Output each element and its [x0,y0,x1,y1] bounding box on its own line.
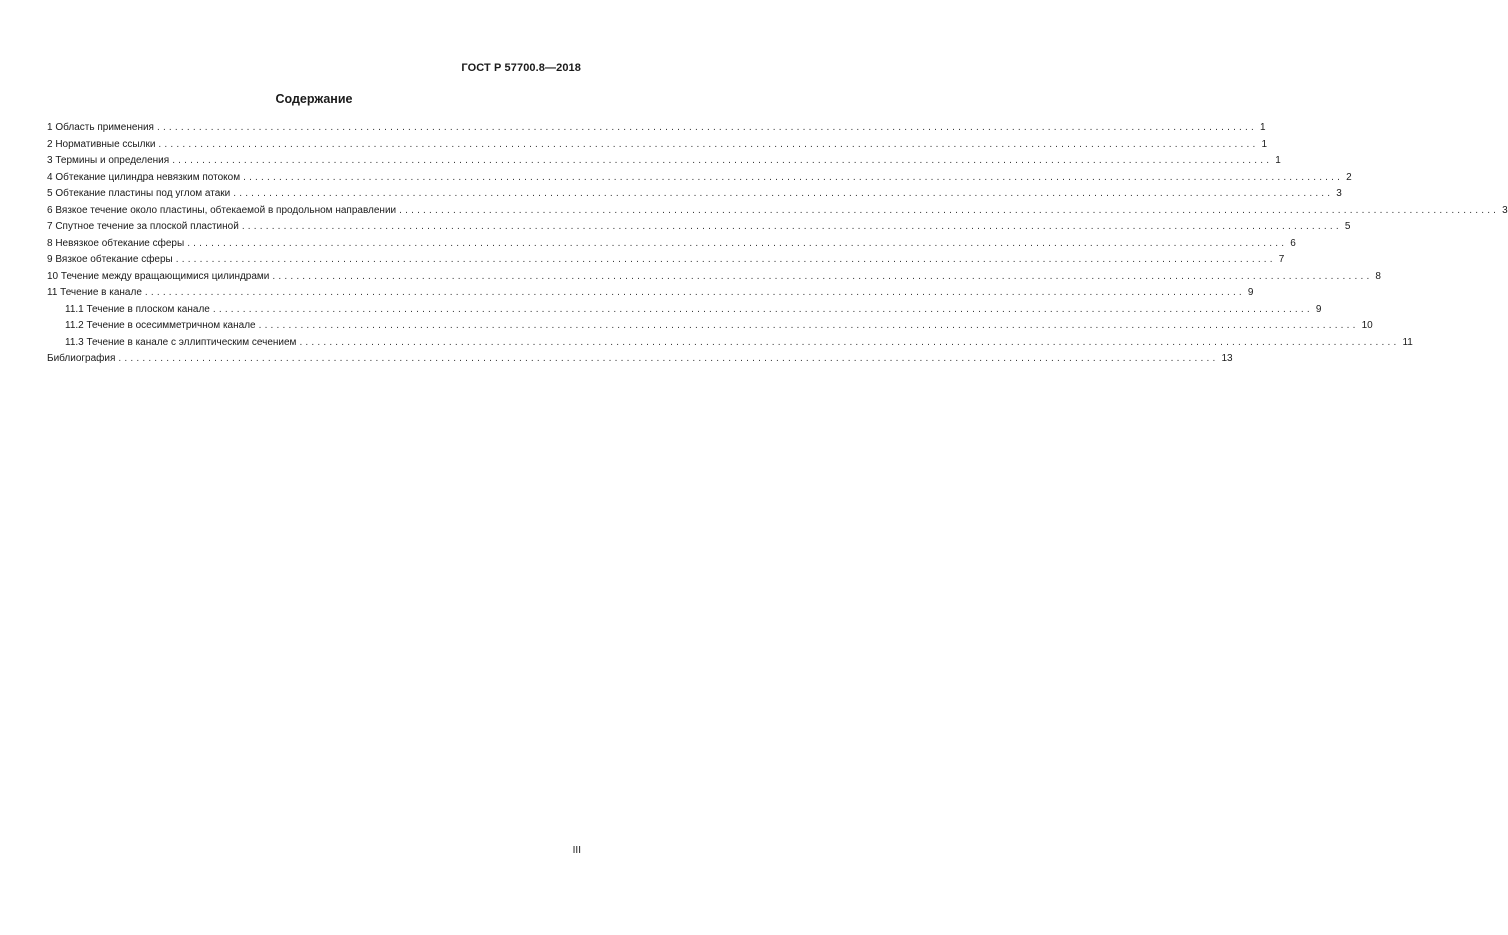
toc-leader-dots: ........................................................................................................................................................................................ [241,221,1342,232]
toc-entry[interactable] [47,219,1351,236]
toc-entry-label: 11.3 Течение в канале с эллиптическим сечением [65,336,297,348]
toc-entry-page: 5 [1344,221,1351,232]
table-of-contents [47,120,1508,368]
toc-leader-dots: ........................................................................................................................................................................................ [187,237,1288,249]
toc-entry-label: 9 Вязкое обтекание сферы [47,254,173,265]
toc-subentry[interactable] [47,318,1373,335]
toc-entry-page: 8 [1375,270,1381,282]
toc-entry-page: 1 [1259,122,1266,133]
toc-entry-page: 6 [1290,237,1296,249]
toc-entry-label: 10 Течение между вращающимися цилиндрами [47,270,270,282]
page-number: III [572,845,581,856]
toc-entry-label: 2 Нормативные ссылки [47,138,156,150]
toc-entry-label: 7 Спутное течение за плоской пластиной [47,221,239,232]
toc-entry-page: 13 [1221,353,1233,364]
toc-leader-dots: ........................................................................................................................................................................................ [399,204,1500,216]
toc-entry-page: 3 [1502,204,1508,216]
toc-entry-page: 9 [1247,287,1254,298]
toc-leader-dots: ........................................................................................................................................................................................ [175,254,1276,265]
toc-leader-dots: ........................................................................................................................................................................................ [243,171,1344,183]
toc-entry[interactable] [47,269,1381,286]
toc-entry[interactable] [47,153,1281,170]
toc-leader-dots: ........................................................................................................................................................................................ [158,138,1259,150]
toc-entry-label: Библиография [47,353,116,364]
toc-entry-page: 11 [1402,336,1413,348]
toc-subentry[interactable] [47,335,1413,352]
toc-entry[interactable] [47,351,1233,368]
toc-entry[interactable] [47,236,1296,253]
toc-leader-dots: ........................................................................................................................................................................................ [299,336,1400,348]
toc-entry-label: 6 Вязкое течение около пластины, обтекаемой в продольном направлении [47,204,397,216]
toc-entry-label: 3 Термины и определения [47,155,170,166]
toc-entry-page: 1 [1261,138,1267,150]
toc-leader-dots: ........................................................................................................................................................................................ [272,270,1373,282]
toc-entry[interactable] [47,120,1266,137]
toc-entry[interactable] [47,186,1342,203]
toc-subentry[interactable] [47,302,1322,319]
toc-entry-page: 10 [1361,320,1373,331]
toc-leader-dots: ........................................................................................................................................................................................ [118,353,1219,364]
toc-leader-dots: ........................................................................................................................................................................................ [258,320,1359,331]
document-code: ГОСТ Р 57700.8—2018 [461,62,581,74]
toc-entry[interactable] [47,137,1267,154]
toc-entry-page: 3 [1336,188,1342,199]
toc-leader-dots: ........................................................................................................................................................................................ [233,188,1334,199]
toc-entry-label: 8 Невязкое обтекание сферы [47,237,185,249]
toc-entry[interactable] [47,252,1285,269]
toc-entry[interactable] [47,170,1352,187]
toc-entry-label: 11.2 Течение в осесимметричном канале [65,320,256,331]
toc-title: Содержание [275,92,353,106]
toc-entry-page: 9 [1315,303,1322,315]
toc-entry-page: 2 [1346,171,1352,183]
toc-entry-label: 5 Обтекание пластины под углом атаки [47,188,231,199]
toc-leader-dots: ........................................................................................................................................................................................ [156,122,1257,133]
toc-leader-dots: ........................................................................................................................................................................................ [172,155,1273,166]
toc-leader-dots: ........................................................................................................................................................................................ [144,287,1245,298]
toc-entry-label: 11 Течение в канале [47,287,142,298]
toc-leader-dots: ........................................................................................................................................................................................ [212,303,1313,315]
toc-entry-label: 1 Область применения [47,122,154,133]
toc-entry-label: 4 Обтекание цилиндра невязким потоком [47,171,241,183]
toc-entry-page: 1 [1275,155,1281,166]
toc-entry[interactable] [47,285,1254,302]
toc-entry-label: 11.1 Течение в плоском канале [65,303,210,315]
toc-entry[interactable] [47,203,1508,220]
toc-entry-page: 7 [1278,254,1285,265]
